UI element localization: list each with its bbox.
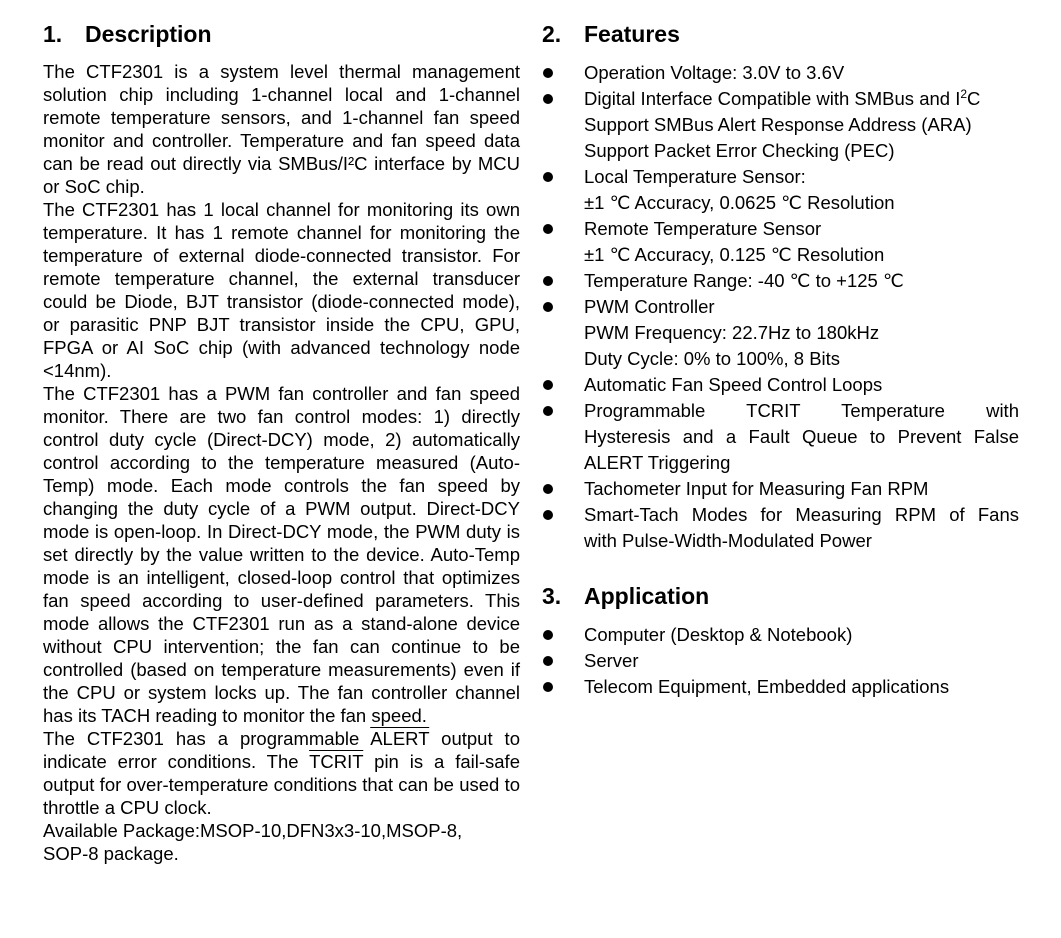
feature-text: Local Temperature Sensor: xyxy=(584,166,806,187)
bullet-icon xyxy=(543,656,553,666)
package-line-2: SOP-8 package. xyxy=(43,843,179,864)
description-number: 1. xyxy=(43,21,63,47)
bullet-icon xyxy=(543,224,553,234)
feature-item xyxy=(542,294,1019,372)
bullet-icon xyxy=(543,406,553,416)
feature-item xyxy=(542,398,1019,476)
description-heading xyxy=(43,20,520,48)
feature-text-part: Digital Interface Compatible with SMBus and I xyxy=(584,88,961,109)
features-list xyxy=(542,60,1019,554)
bullet-icon xyxy=(543,302,553,312)
feature-text: Programmable TCRIT Temperature with xyxy=(584,400,1019,421)
application-item xyxy=(542,648,1019,674)
feature-item xyxy=(542,60,1019,86)
features-title: Features xyxy=(584,21,680,47)
bullet-icon xyxy=(543,484,553,494)
paragraph-4-text-b: output to indicate error conditions. The xyxy=(43,728,520,772)
feature-item xyxy=(542,164,1019,216)
feature-text: Remote Temperature Sensor xyxy=(584,218,822,239)
feature-item xyxy=(542,372,1019,398)
feature-subtext: ±1 ℃ Accuracy, 0.125 ℃ Resolution xyxy=(584,244,885,265)
description-body xyxy=(43,60,520,865)
bullet-icon xyxy=(543,68,553,78)
application-list xyxy=(542,622,1019,700)
description-paragraph-3: The CTF2301 has a PWM fan controller and fan speed monitor. There are two fan control modes: 1) directly control duty cycle (Direct-DCY) mode, 2) automatically control according to the temperature measured (Auto-Temp) mode. Each mode controls the fan speed by changing the duty cycle of a PWM output. Direct-DCY mode is open-loop. In Direct-DCY mode, the PWM duty is set directly by the value written to the device. Auto-Temp mode is an intelligent, closed-loop control that optimizes fan speed according to user-defined parameters. This mode allows the CTF2301 run as a stand-alone device without CPU intervention; the fan can continue to be controlled (based on temperature measurements) even if the CPU or system locks up. The fan controller channel has its TACH reading to monitor the fan speed. xyxy=(43,383,520,726)
application-item xyxy=(542,674,1019,700)
application-number: 3. xyxy=(542,583,562,609)
superscript: 2 xyxy=(960,86,968,101)
description-title: Description xyxy=(85,21,212,47)
feature-item xyxy=(542,86,1019,164)
paragraph-4-text-c: pin is a fail-safe output for over-temperature conditions that can be used to throttle a CPU clock. xyxy=(43,751,520,818)
feature-text-part: C xyxy=(967,88,981,109)
bullet-icon xyxy=(543,172,553,182)
feature-text: Smart-Tach Modes for Measuring RPM of Fans xyxy=(584,504,1019,525)
feature-subtext: Support SMBus Alert Response Address (ARA) xyxy=(584,114,972,135)
bullet-icon xyxy=(543,94,553,104)
bullet-icon xyxy=(543,380,553,390)
right-column xyxy=(542,20,1019,700)
application-heading xyxy=(542,582,1019,610)
description-paragraph-5 xyxy=(43,819,520,865)
package-line-1: Available Package:MSOP-10,DFN3x3-10,MSOP-8, xyxy=(43,820,463,841)
feature-item xyxy=(542,476,1019,502)
bullet-icon xyxy=(543,276,553,286)
application-title: Application xyxy=(584,583,710,609)
feature-text: Operation Voltage: 3.0V to 3.6V xyxy=(584,62,845,83)
feature-text: with Pulse-Width-Modulated Power xyxy=(584,530,872,551)
feature-text: Hysteresis and a Fault Queue to Prevent False xyxy=(584,426,1019,447)
description-paragraph-2: The CTF2301 has 1 local channel for monitoring its own temperature. It has 1 remote channel for monitoring the temperature of external diode-connected transistor. For remote temperature channel, the external transducer could be Diode, BJT transistor (diode-connected mode), or parasitic PNP BJT transistor inside the CPU, GPU, FPGA or AI SoC chip (with advanced technology node <14nm). xyxy=(43,199,520,381)
feature-text xyxy=(584,86,1019,112)
description-section xyxy=(43,20,520,865)
tcrit-signal-name: TCRIT xyxy=(309,751,364,772)
feature-item xyxy=(542,216,1019,268)
feature-subtext: Support Packet Error Checking (PEC) xyxy=(584,140,895,161)
application-item xyxy=(542,622,1019,648)
application-text: Telecom Equipment, Embedded applications xyxy=(584,676,950,697)
feature-subtext: ±1 ℃ Accuracy, 0.0625 ℃ Resolution xyxy=(584,192,895,213)
features-heading xyxy=(542,20,1019,48)
application-text: Server xyxy=(584,650,639,671)
feature-text: Temperature Range: -40 ℃ to +125 ℃ xyxy=(584,270,904,291)
description-paragraph-1: The CTF2301 is a system level thermal management solution chip including 1-channel local and 1-channel remote temperature sensors, and 1-channel fan speed monitor and controller. Temperature and fan speed data can be read out directly via SMBus/I²C interface by MCU or SoC chip. xyxy=(43,61,520,197)
paragraph-4-text-a: The CTF2301 has a programmable xyxy=(43,728,371,749)
feature-text: ALERT Triggering xyxy=(584,452,731,473)
application-text: Computer (Desktop & Notebook) xyxy=(584,624,853,645)
feature-subtext: PWM Frequency: 22.7Hz to 180kHz xyxy=(584,322,880,343)
feature-text: Automatic Fan Speed Control Loops xyxy=(584,374,883,395)
feature-item xyxy=(542,502,1019,554)
feature-item xyxy=(542,268,1019,294)
bullet-icon xyxy=(543,682,553,692)
bullet-icon xyxy=(543,630,553,640)
feature-subtext: Duty Cycle: 0% to 100%, 8 Bits xyxy=(584,348,841,369)
description-paragraph-4 xyxy=(43,727,520,819)
bullet-icon xyxy=(543,510,553,520)
feature-text: Tachometer Input for Measuring Fan RPM xyxy=(584,478,929,499)
feature-text: PWM Controller xyxy=(584,296,715,317)
features-number: 2. xyxy=(542,21,562,47)
alert-signal-name: ALERT xyxy=(370,728,430,749)
